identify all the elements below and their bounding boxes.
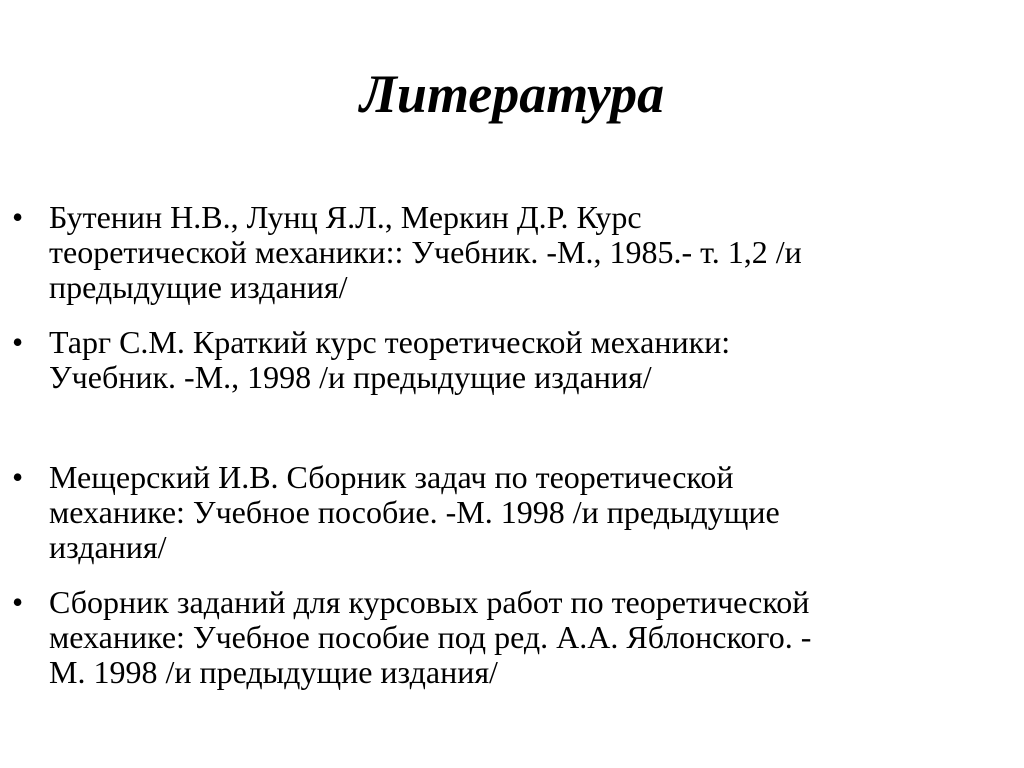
entry-line: Сборник заданий для курсовых работ по теоретической: [49, 584, 810, 620]
bullet-icon: •: [12, 324, 24, 360]
bullet-icon: •: [12, 584, 24, 620]
bullet-icon: •: [12, 459, 24, 495]
entry-line: механике: Учебное пособие под ред. А.А. Яблонского. -: [49, 619, 812, 655]
entry-line: теоретической механики:: Учебник. -М., 1985.- т. 1,2 /и: [49, 234, 802, 270]
entry-line: Бутенин Н.В., Лунц Я.Л., Меркин Д.Р. Курс: [49, 199, 642, 235]
bullet-icon: •: [12, 199, 24, 235]
bibliography-entry-text: [49, 325, 1009, 395]
bibliography-entry-text: [49, 460, 1009, 565]
bibliography-entry-text: [49, 585, 1009, 690]
entry-line: Учебник. -М., 1998 /и предыдущие издания/: [49, 359, 652, 395]
entry-line: механике: Учебное пособие. -М. 1998 /и предыдущие: [49, 494, 780, 530]
bibliography-entry-text: [49, 200, 1009, 305]
entry-line: издания/: [49, 529, 167, 565]
entry-line: предыдущие издания/: [49, 269, 348, 305]
slide-title: Литература: [359, 64, 665, 124]
entry-line: Мещерский И.В. Сборник задач по теоретической: [49, 459, 734, 495]
entry-line: Тарг С.М. Краткий курс теоретической механики:: [49, 324, 731, 360]
entry-line: М. 1998 /и предыдущие издания/: [49, 654, 498, 690]
